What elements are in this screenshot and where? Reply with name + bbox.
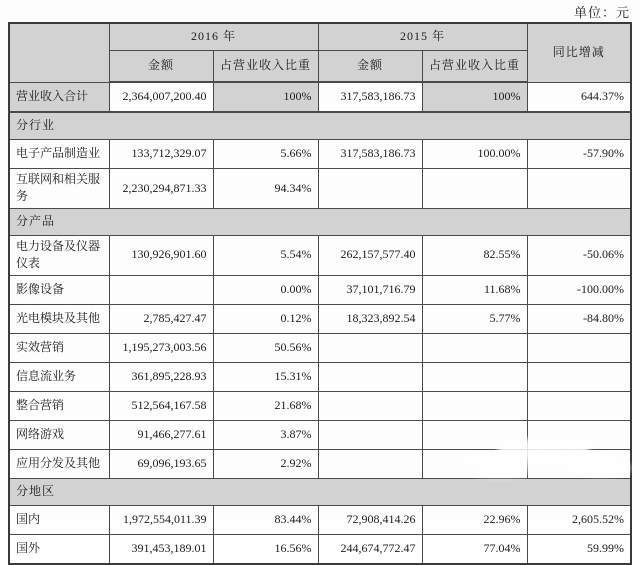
cell-yoy xyxy=(527,420,631,449)
cell-yoy xyxy=(527,169,631,209)
section-label: 分产品 xyxy=(9,208,631,235)
cell-share-2016: 5.66% xyxy=(213,140,318,169)
row-label: 国外 xyxy=(9,534,109,564)
row-label: 光电模块及其他 xyxy=(9,304,109,333)
cell-amount-2016: 2,364,007,200.40 xyxy=(109,82,213,112)
table-row xyxy=(9,169,631,209)
cell-amount-2015: 317,583,186.73 xyxy=(318,82,422,112)
corner-cell xyxy=(9,23,109,82)
cell-yoy xyxy=(527,362,631,391)
cell-share-2016: 100% xyxy=(213,82,318,112)
cell-amount-2016: 1,195,273,003.56 xyxy=(109,333,213,362)
cell-amount-2015 xyxy=(318,420,422,449)
cell-share-2016: 50.56% xyxy=(213,333,318,362)
table-row xyxy=(9,534,631,564)
cell-amount-2016: 512,564,167.58 xyxy=(109,391,213,420)
table-row xyxy=(9,275,631,304)
cell-amount-2015: 317,583,186.73 xyxy=(318,140,422,169)
cell-amount-2016: 391,453,189.01 xyxy=(109,534,213,564)
table-row xyxy=(9,505,631,534)
row-label: 电子产品制造业 xyxy=(9,140,109,169)
cell-share-2016: 5.54% xyxy=(213,235,318,275)
row-label: 网络游戏 xyxy=(9,420,109,449)
table-row xyxy=(9,420,631,449)
cell-yoy xyxy=(527,391,631,420)
table-row xyxy=(9,304,631,333)
cell-share-2015 xyxy=(422,449,527,478)
table-row xyxy=(9,449,631,478)
section-label: 分行业 xyxy=(9,112,631,140)
cell-amount-2016: 2,785,427.47 xyxy=(109,304,213,333)
financial-table xyxy=(8,22,632,565)
cell-amount-2016 xyxy=(109,275,213,304)
cell-amount-2016: 1,972,554,011.39 xyxy=(109,505,213,534)
cell-share-2016: 3.87% xyxy=(213,420,318,449)
col-header-2016: 2016 年 xyxy=(109,23,318,51)
cell-amount-2016: 130,926,901.60 xyxy=(109,235,213,275)
cell-yoy: 59.99% xyxy=(527,534,631,564)
cell-amount-2016: 361,895,228.93 xyxy=(109,362,213,391)
table-row xyxy=(9,140,631,169)
cell-amount-2015 xyxy=(318,333,422,362)
cell-amount-2016: 69,096,193.65 xyxy=(109,449,213,478)
cell-amount-2016: 133,712,329.07 xyxy=(109,140,213,169)
table-row xyxy=(9,333,631,362)
cell-share-2015: 100.00% xyxy=(422,140,527,169)
section-label: 分地区 xyxy=(9,478,631,505)
cell-share-2015: 82.55% xyxy=(422,235,527,275)
table-row xyxy=(9,235,631,275)
cell-amount-2015: 72,908,414.26 xyxy=(318,505,422,534)
cell-yoy: -57.90% xyxy=(527,140,631,169)
cell-amount-2015 xyxy=(318,391,422,420)
cell-amount-2015 xyxy=(318,169,422,209)
unit-label: 单位：元 xyxy=(573,5,630,20)
cell-amount-2015: 18,323,892.54 xyxy=(318,304,422,333)
cell-amount-2016: 91,466,277.61 xyxy=(109,420,213,449)
cell-yoy: -84.80% xyxy=(527,304,631,333)
cell-share-2016: 21.68% xyxy=(213,391,318,420)
cell-amount-2015 xyxy=(318,449,422,478)
cell-yoy: 2,605.52% xyxy=(527,505,631,534)
cell-share-2015: 100% xyxy=(422,82,527,112)
col-header-amount-2016: 金额 xyxy=(109,51,213,83)
section-row xyxy=(9,478,631,505)
cell-yoy: -100.00% xyxy=(527,275,631,304)
section-row xyxy=(9,208,631,235)
cell-share-2015: 22.96% xyxy=(422,505,527,534)
cell-amount-2015: 262,157,577.40 xyxy=(318,235,422,275)
section-row xyxy=(9,112,631,140)
row-label: 整合营销 xyxy=(9,391,109,420)
row-label: 影像设备 xyxy=(9,275,109,304)
col-header-amount-2015: 金额 xyxy=(318,51,422,83)
cell-amount-2015 xyxy=(318,362,422,391)
col-header-2015: 2015 年 xyxy=(318,23,527,51)
cell-share-2015: 11.68% xyxy=(422,275,527,304)
cell-yoy: -50.06% xyxy=(527,235,631,275)
row-label: 互联网和相关服务 xyxy=(9,169,109,209)
row-label: 电力设备及仪器仪表 xyxy=(9,235,109,275)
cell-share-2016: 2.92% xyxy=(213,449,318,478)
cell-amount-2016: 2,230,294,871.33 xyxy=(109,169,213,209)
row-label: 国内 xyxy=(9,505,109,534)
cell-share-2015 xyxy=(422,391,527,420)
cell-share-2015 xyxy=(422,169,527,209)
cell-share-2015: 5.77% xyxy=(422,304,527,333)
cell-share-2015: 77.04% xyxy=(422,534,527,564)
header-row-years xyxy=(9,23,631,51)
cell-share-2015 xyxy=(422,333,527,362)
cell-share-2015 xyxy=(422,362,527,391)
table-row xyxy=(9,362,631,391)
table-row xyxy=(9,391,631,420)
cell-share-2016: 16.56% xyxy=(213,534,318,564)
cell-share-2015 xyxy=(422,420,527,449)
table-row xyxy=(9,82,631,112)
table-body xyxy=(9,82,631,564)
cell-share-2016: 15.31% xyxy=(213,362,318,391)
row-label: 信息流业务 xyxy=(9,362,109,391)
row-label: 营业收入合计 xyxy=(9,82,109,112)
cell-share-2016: 94.34% xyxy=(213,169,318,209)
row-label: 应用分发及其他 xyxy=(9,449,109,478)
cell-yoy xyxy=(527,449,631,478)
cell-share-2016: 83.44% xyxy=(213,505,318,534)
col-header-share-2015: 占营业收入比重 xyxy=(422,51,527,83)
col-header-yoy: 同比增减 xyxy=(527,23,631,82)
cell-yoy xyxy=(527,333,631,362)
row-label: 实效营销 xyxy=(9,333,109,362)
table-header xyxy=(9,23,631,82)
col-header-share-2016: 占营业收入比重 xyxy=(213,51,318,83)
cell-yoy: 644.37% xyxy=(527,82,631,112)
cell-amount-2015: 37,101,716.79 xyxy=(318,275,422,304)
cell-share-2016: 0.12% xyxy=(213,304,318,333)
cell-amount-2015: 244,674,772.47 xyxy=(318,534,422,564)
cell-share-2016: 0.00% xyxy=(213,275,318,304)
